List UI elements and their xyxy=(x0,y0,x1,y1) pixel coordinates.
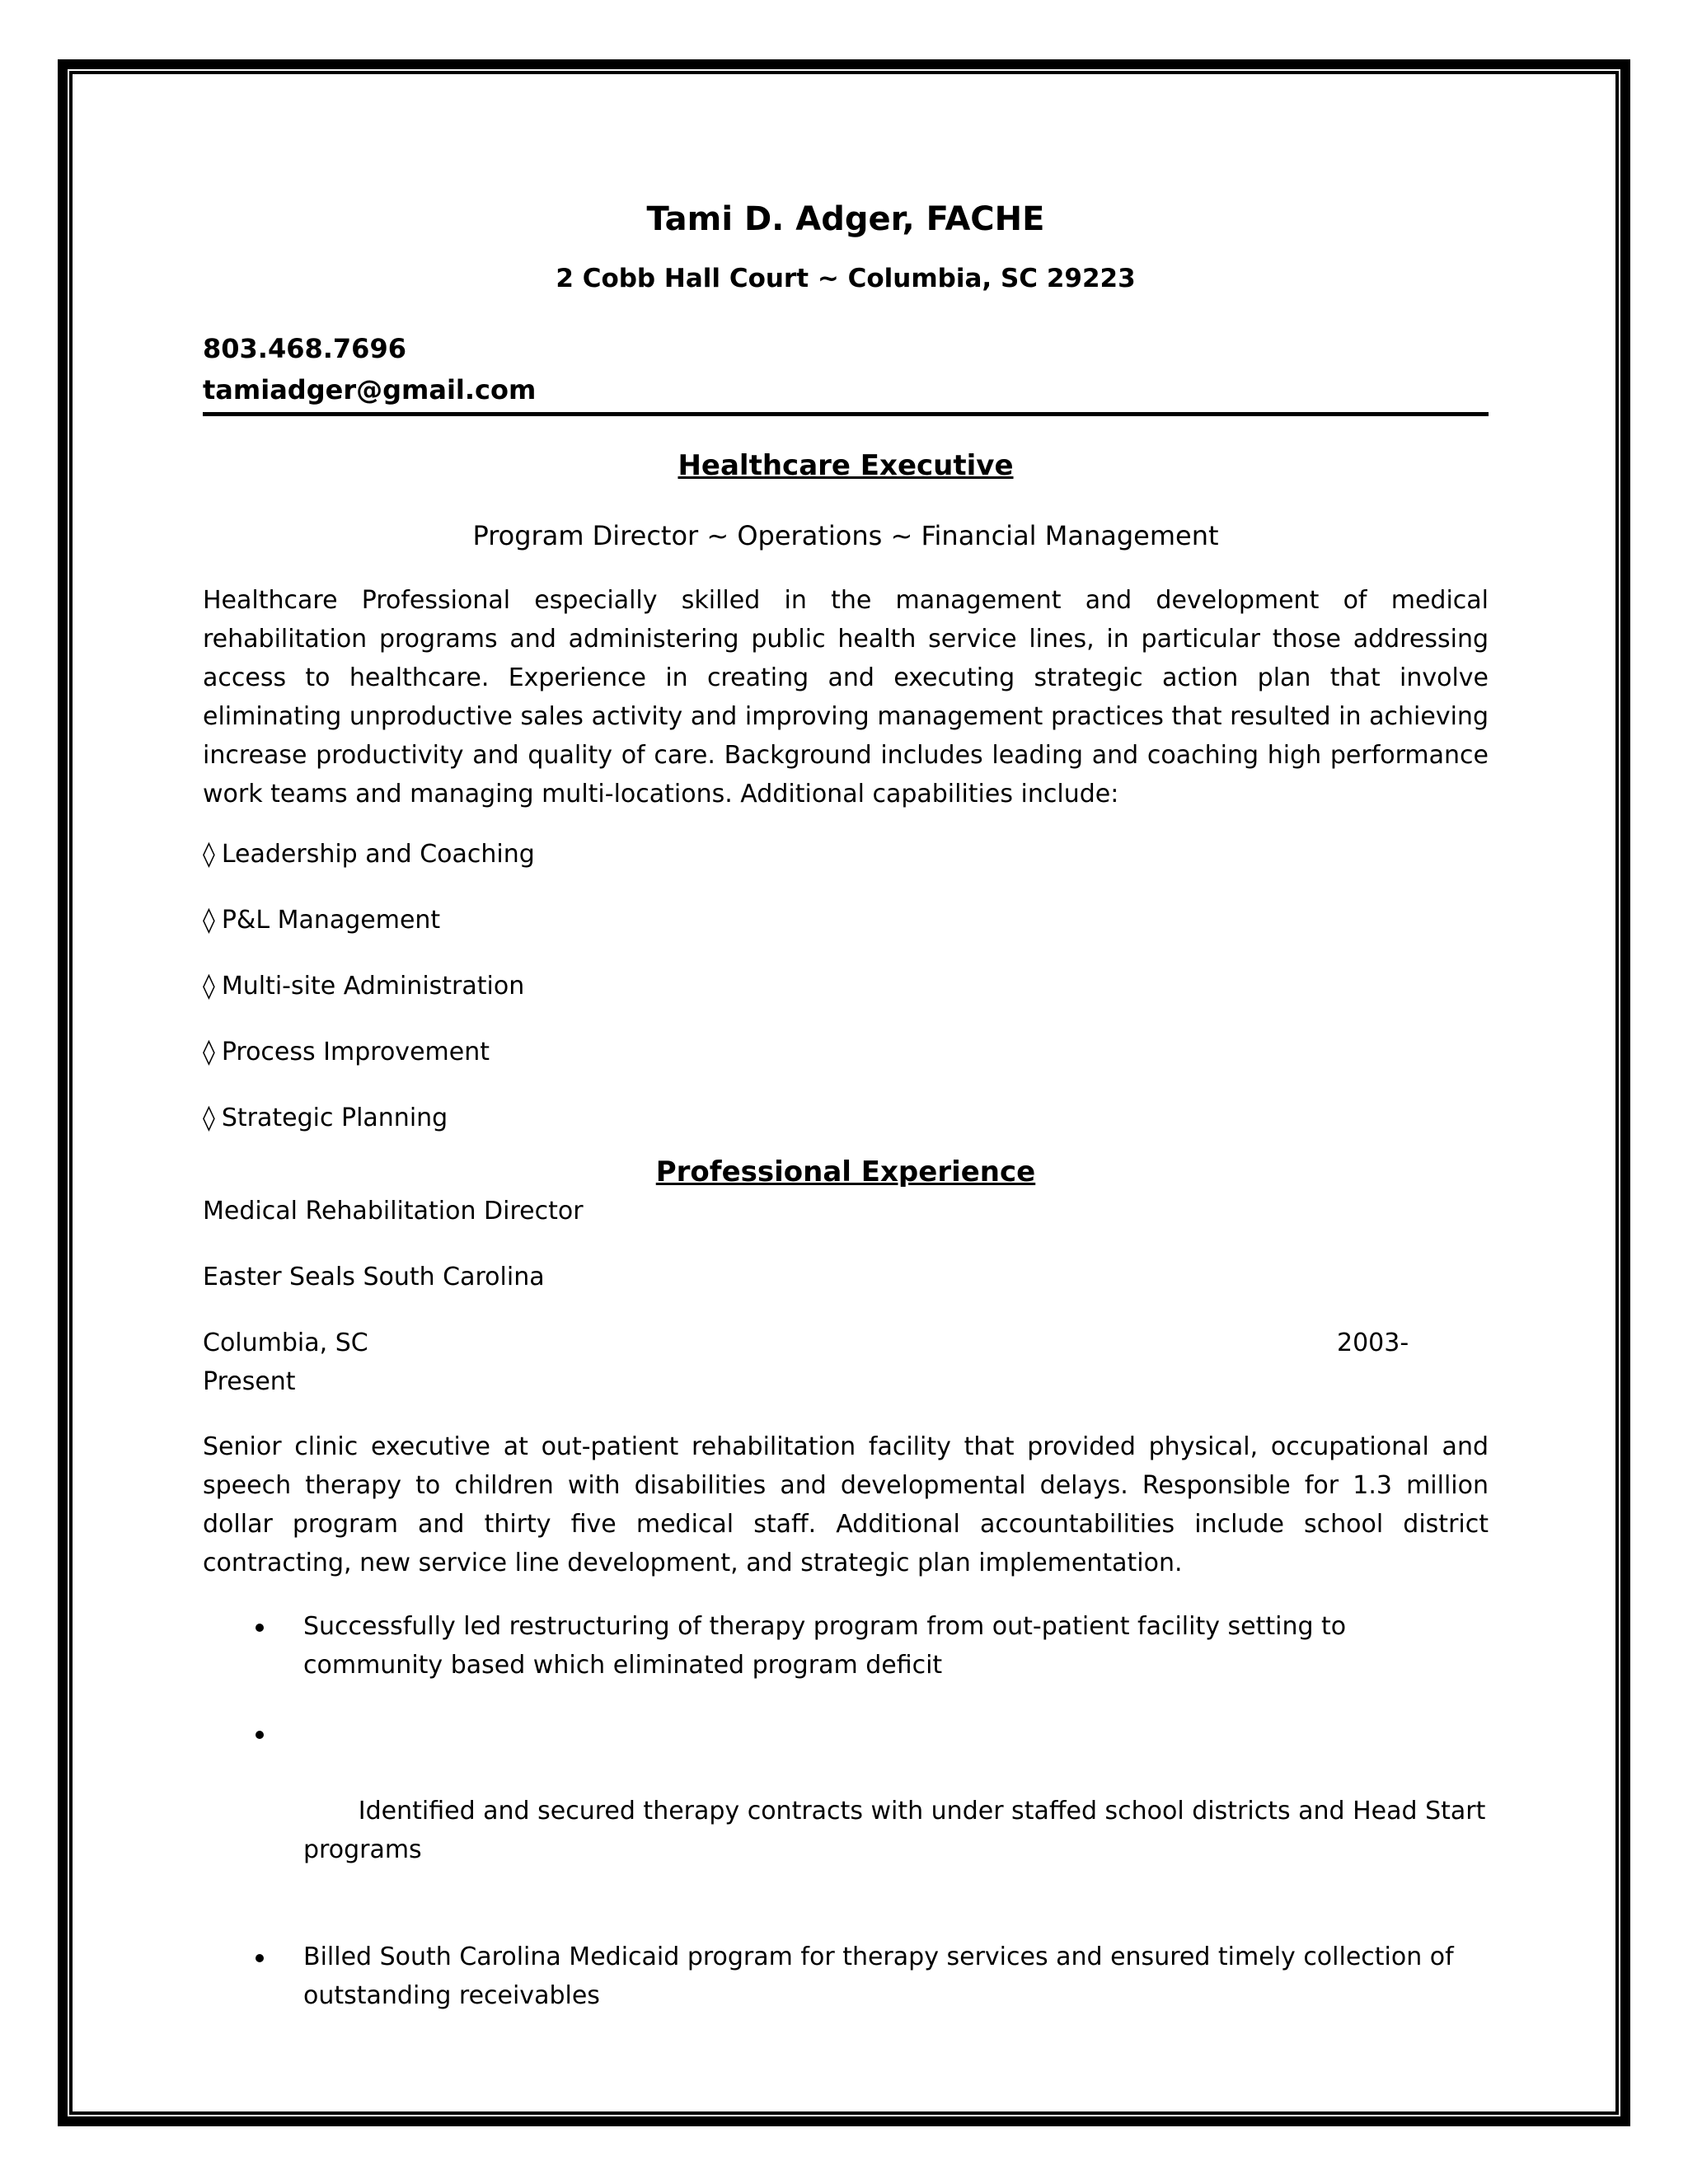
job-title: Medical Rehabilitation Director xyxy=(203,1197,584,1226)
job-years-end: Present xyxy=(203,1367,296,1396)
capability-label: Process Improvement xyxy=(221,1038,490,1066)
job-location: Columbia, SC xyxy=(203,1329,368,1357)
diamond-bullet-icon: ◊ xyxy=(203,906,215,935)
candidate-address: 2 Cobb Hall Court ~ Columbia, SC 29223 xyxy=(556,264,1136,293)
capability-item xyxy=(203,901,1489,940)
achievement-text: Successfully led restructuring of therapy program from out-patient facility setting to community based which eliminated program deficit xyxy=(303,1612,1347,1680)
header-divider xyxy=(203,412,1489,416)
job-organization: Easter Seals South Carolina xyxy=(203,1263,545,1291)
capability-label: P&L Management xyxy=(221,906,441,935)
achievement-item xyxy=(203,1607,1489,1685)
job-location-row xyxy=(203,1324,1489,1362)
candidate-email: tamiadger@gmail.com xyxy=(203,374,537,405)
experience-heading: Professional Experience xyxy=(655,1155,1036,1188)
job-years-start: 2003- xyxy=(1337,1329,1409,1357)
candidate-phone: 803.468.7696 xyxy=(203,333,406,364)
capability-item xyxy=(203,1033,1489,1071)
resume-content xyxy=(203,198,1493,2045)
bullet-icon xyxy=(256,1731,264,1739)
capability-label: Multi-site Administration xyxy=(221,972,525,1001)
achievement-item xyxy=(203,1714,1493,1908)
diamond-bullet-icon: ◊ xyxy=(203,1038,215,1066)
achievement-text: Billed South Carolina Medicaid program for therapy services and ensured timely collection of outstanding receivables xyxy=(303,1943,1454,2010)
capability-item xyxy=(203,1099,1489,1137)
bullet-icon xyxy=(256,1624,264,1632)
job-description: Senior clinic executive at out-patient rehabilitation facility that provided physical, occupational and speech therapy to children with disabilities and developmental delays. Responsible for 1.3 million dollar program and thirty five medical staff. Additional accountabilities include school district contracting, new service line development, and strategic plan implementation. xyxy=(203,1432,1489,1577)
profile-heading: Healthcare Executive xyxy=(678,449,1014,482)
capability-label: Leadership and Coaching xyxy=(221,840,535,869)
achievement-item xyxy=(203,1938,1489,2015)
achievement-list xyxy=(203,1607,1493,2015)
diamond-bullet-icon: ◊ xyxy=(203,972,215,1001)
diamond-bullet-icon: ◊ xyxy=(203,840,215,869)
capability-item xyxy=(203,967,1489,1005)
capability-label: Strategic Planning xyxy=(221,1104,448,1132)
profile-summary: Healthcare Professional especially skilled in the management and development of medical rehabilitation programs and administering public health service lines, in particular those addressing access to healthcare. Experience in creating and executing strategic action plan that involve eliminating unproductive sales activity and improving management practices that resulted in achieving increase productivity and quality of care. Background includes leading and coaching high performance work teams and managing multi-locations. Additional capabilities include: xyxy=(203,586,1489,808)
bullet-icon xyxy=(256,1954,264,1962)
profile-subtitle: Program Director ~ Operations ~ Financial Management xyxy=(472,520,1219,551)
achievement-text: Identified and secured therapy contracts with under staffed school districts and Head Start programs xyxy=(303,1797,1493,1864)
diamond-bullet-icon: ◊ xyxy=(203,1104,215,1132)
candidate-name: Tami D. Adger, FACHE xyxy=(646,200,1045,238)
capability-item xyxy=(203,835,1489,874)
